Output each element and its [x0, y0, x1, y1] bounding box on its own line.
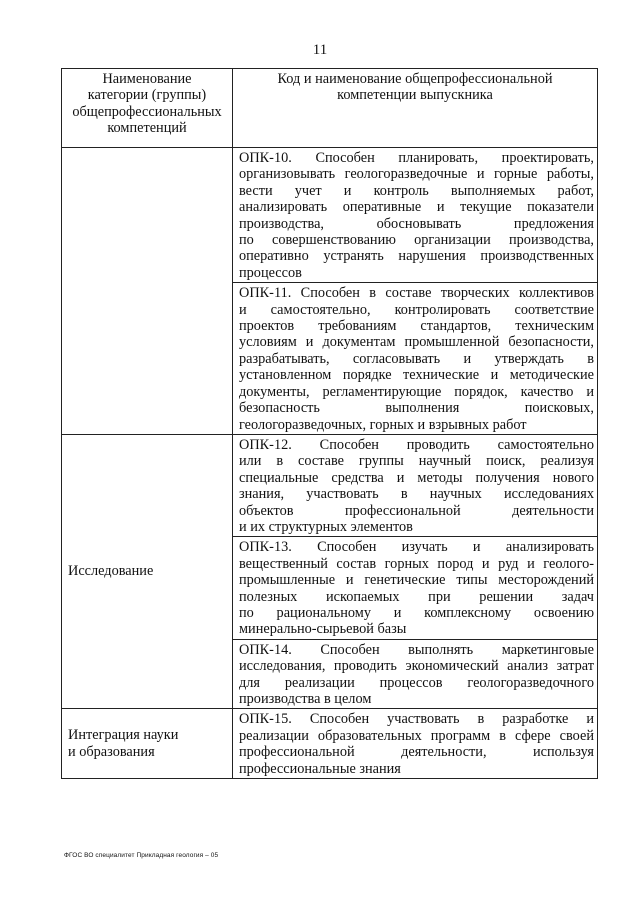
- table-header-row: [62, 69, 598, 148]
- text-line: разрабатывать, согласовывать и утверждать в: [239, 350, 594, 367]
- table-row: [62, 148, 598, 283]
- text-line: ОПК-10. Способен планировать, проектировать,: [239, 150, 594, 166]
- header-category: [62, 69, 233, 148]
- text-line: производства, обосновывать предложения: [239, 215, 594, 232]
- text-line: ОПК-15. Способен участвовать в разработке и: [239, 711, 594, 728]
- text-line: процессов: [239, 264, 302, 281]
- text-line: ОПК-14. Способен выполнять маркетинговые: [239, 641, 594, 658]
- text-line: вести учет и контроль выполняемых работ,: [239, 182, 594, 199]
- text-line: вещественный состав горных пород и руд и геолого-: [239, 555, 594, 572]
- competency-cell-opk10: [233, 148, 598, 283]
- competency-cell-opk12: [233, 434, 598, 536]
- competency-cell-opk13: [233, 537, 598, 639]
- text-line: промышленные и генетические типы месторождений: [239, 572, 594, 589]
- text-line: ОПК-11. Способен в составе творческих коллективов: [239, 285, 594, 302]
- category-cell-research: [62, 434, 233, 709]
- page-number: 11: [312, 42, 328, 58]
- text-line: по рациональному и комплексному освоению: [239, 604, 594, 621]
- category-cell-integration: [62, 709, 233, 779]
- text-line: исследования, проводить экономический анализ затрат: [239, 658, 594, 675]
- text-line: для реализации процессов геологоразведочного: [239, 674, 594, 691]
- text-line: по совершенствованию организации производства,: [239, 232, 594, 249]
- text-line: специальные средства и методы получения нового: [239, 469, 594, 486]
- text-line: и самостоятельно, контролировать соответствие: [239, 301, 594, 318]
- text-line: производства в целом: [239, 691, 372, 707]
- category-label: Интеграция науки и образования: [68, 727, 179, 760]
- text-line: и их структурных элементов: [239, 518, 413, 535]
- competency-cell-opk15: [233, 709, 598, 779]
- text-line: анализировать оперативные и текущие показатели: [239, 199, 594, 216]
- text-line: геологоразведочных, горных и взрывных работ: [239, 416, 527, 433]
- text-line: профессиональной деятельности, используя: [239, 744, 594, 761]
- text-line: организовывать геологоразведочные и горные работы,: [239, 166, 594, 183]
- text-line: установленном порядке технические и методические: [239, 367, 594, 384]
- text-line: или в составе группы научный поиск, реализуя: [239, 453, 594, 470]
- footer-note: ФГОС ВО специалитет Прикладная геология – 05: [64, 852, 219, 859]
- text-line: знания, участвовать в научных исследованиях: [239, 486, 594, 503]
- text-line: профессиональные знания: [239, 760, 401, 777]
- text-line: документы, регламентирующие порядок, качество и: [239, 383, 594, 400]
- header-competency-text: Код и наименование общепрофессиональной компетенции выпускника: [277, 71, 553, 104]
- text-line: ОПК-12. Способен проводить самостоятельно: [239, 436, 594, 453]
- competency-cell-opk11: [233, 283, 598, 435]
- category-label: Исследование: [68, 563, 154, 580]
- competency-table: [61, 68, 598, 779]
- category-cell: [62, 148, 233, 435]
- text-line: проектов требованиям стандартов, техническим: [239, 318, 594, 335]
- table-row: [62, 709, 598, 779]
- header-category-text: Наименование категории (группы) общепрофессиональных компетенций: [72, 71, 222, 137]
- table-row: [62, 434, 598, 536]
- text-line: оперативно устранять нарушения производственных: [239, 248, 594, 265]
- header-competency: [233, 69, 598, 148]
- text-line: условиям и документам промышленной безопасности,: [239, 334, 594, 351]
- text-line: объектов профессиональной деятельности: [239, 502, 594, 519]
- text-line: минерально-сырьевой базы: [239, 621, 407, 638]
- competency-cell-opk14: [233, 639, 598, 709]
- text-line: полезных ископаемых при решении задач: [239, 588, 594, 605]
- text-line: безопасность выполнения поисковых,: [239, 400, 594, 417]
- text-line: реализации образовательных программ в сфере своей: [239, 727, 594, 744]
- text-line: ОПК-13. Способен изучать и анализировать: [239, 539, 594, 556]
